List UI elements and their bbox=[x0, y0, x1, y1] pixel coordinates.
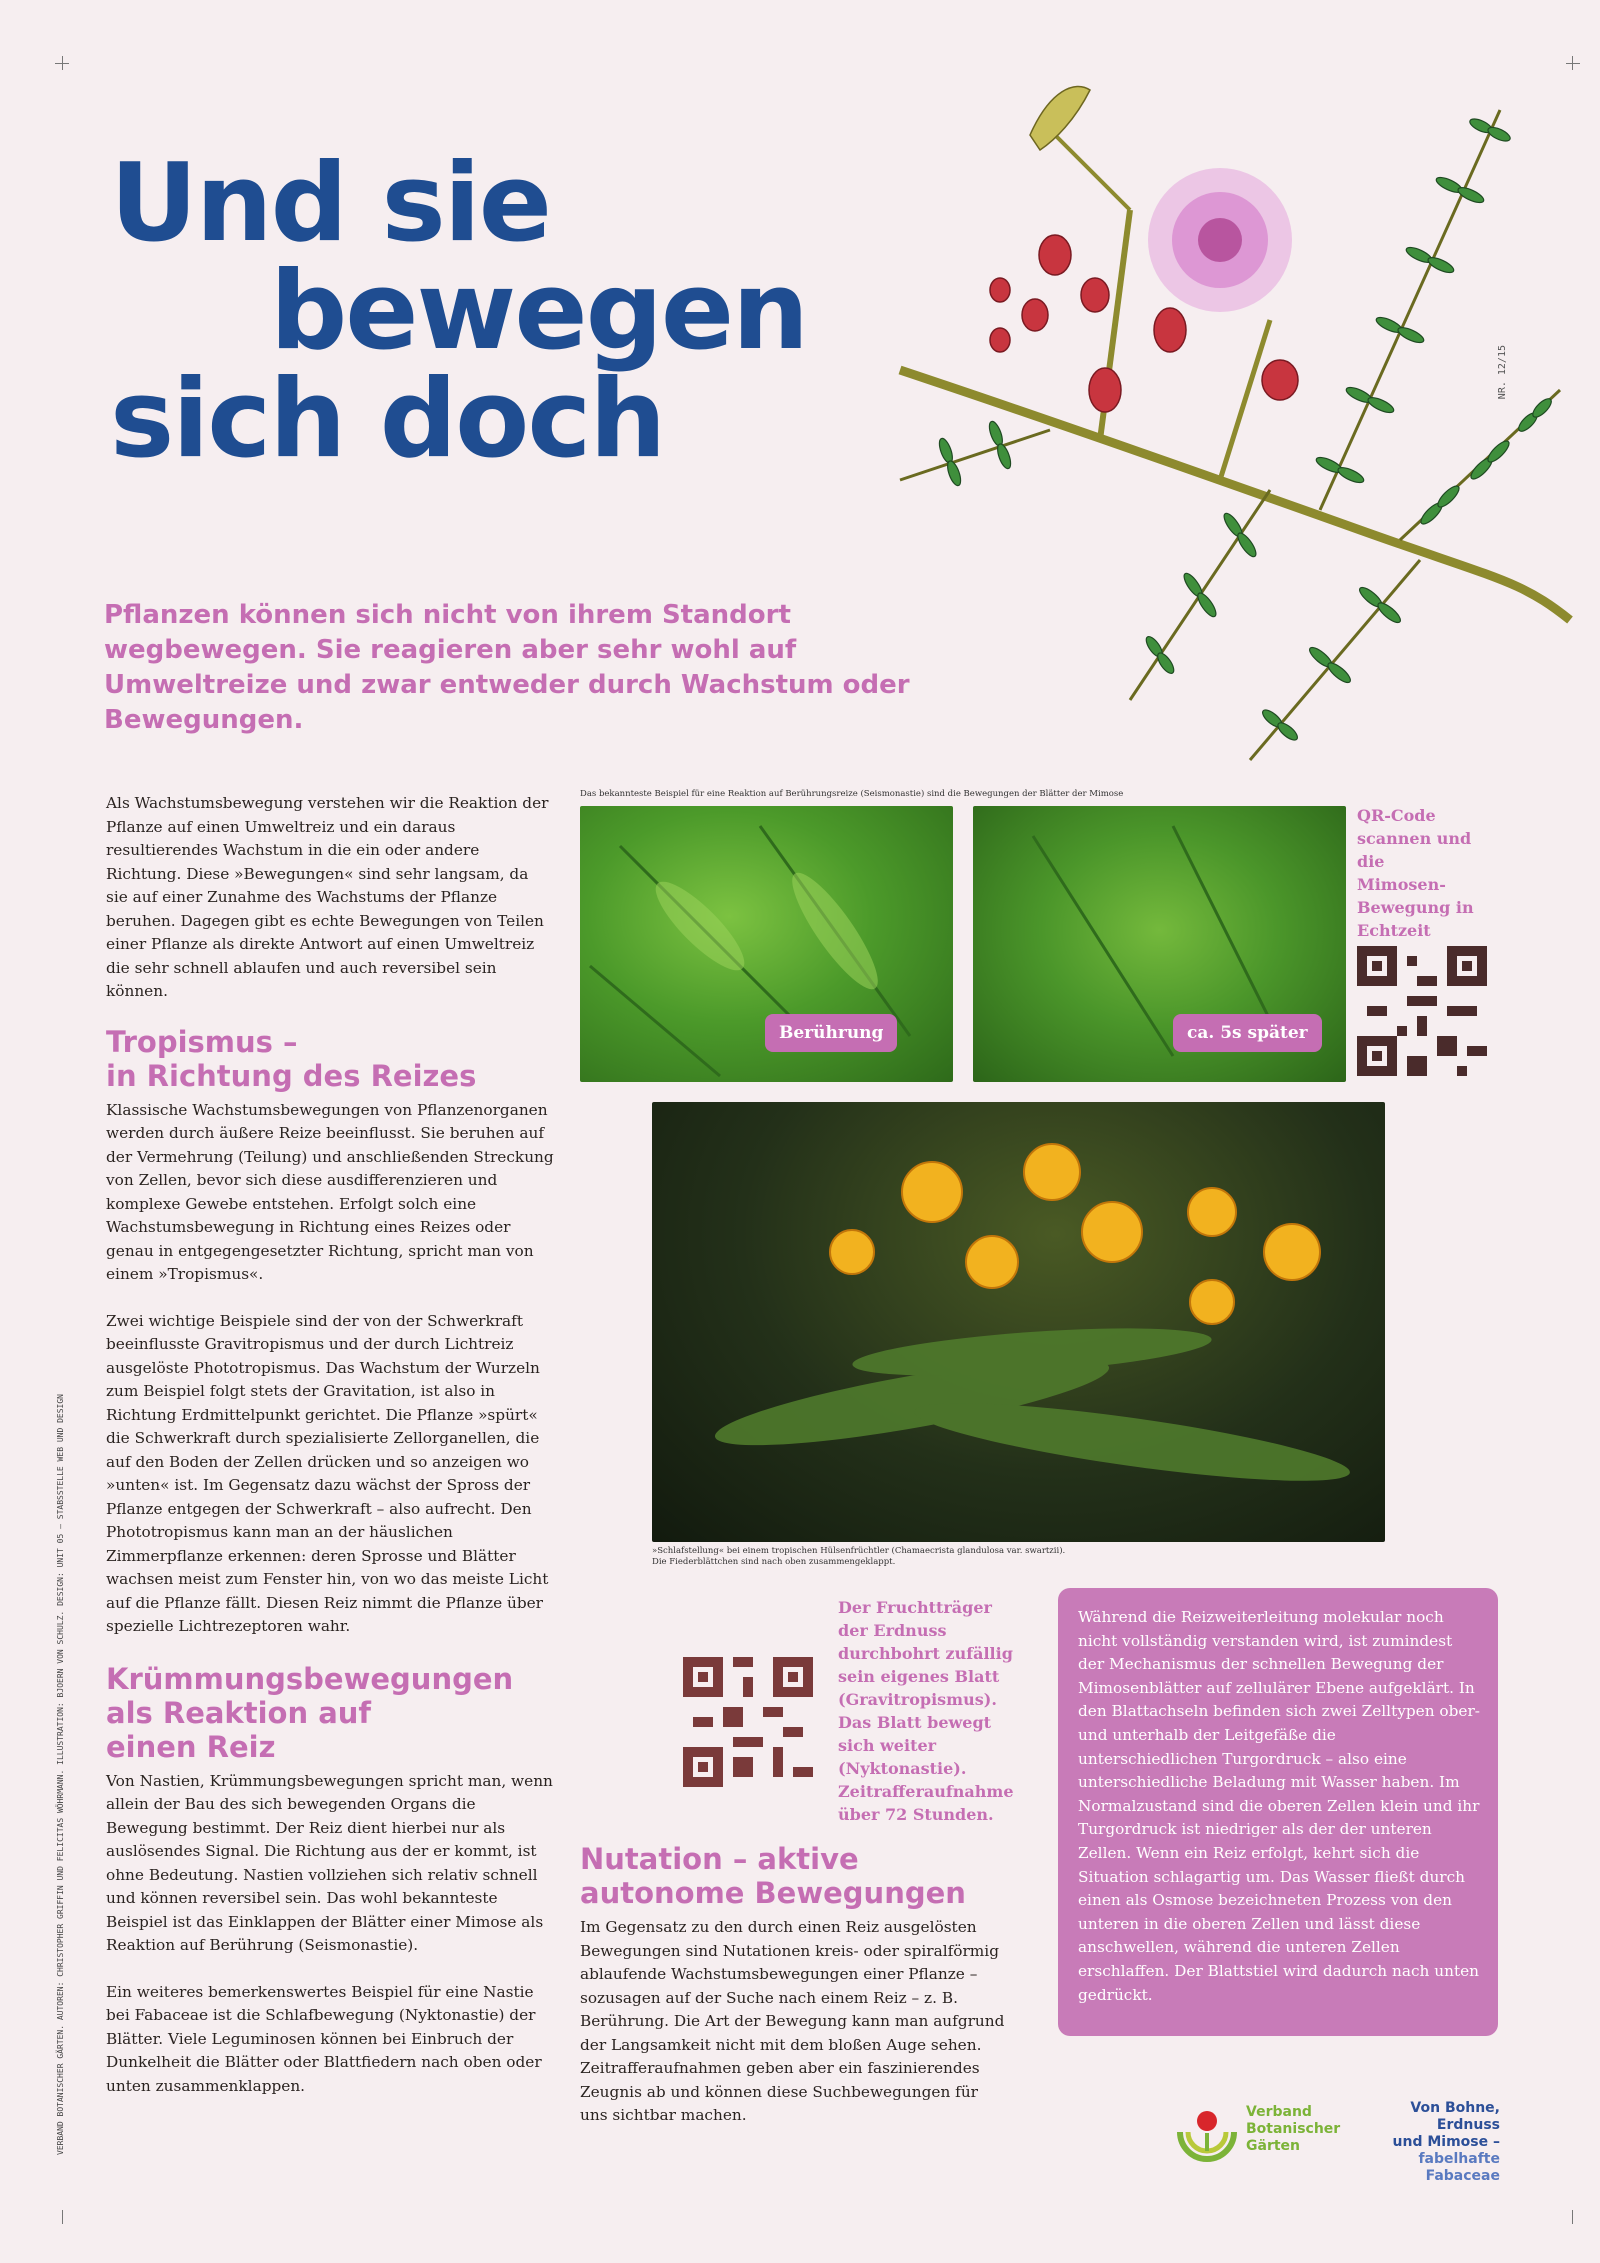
kruemmung-paragraph-2: Ein weiteres bemerkenswertes Beispiel für eine Nastie bei Fabaceae ist die Schlafbewegung (Nyktonastie) der Blätter. Viele Leguminosen können bei Einbruch der Dunkelheit die Blätter oder Blattfiedern nach oben oder unten zusammenklappen. bbox=[106, 1982, 542, 2095]
qr-note-peanut: Der Fruchtträger der Erdnuss durchbohrt zufällig sein eigenes Blatt (Gravitropismus). Das Blatt bewegt sich weiter (Nyktonastie). Zeitrafferaufnahme über 72 Stunden. bbox=[838, 1598, 1014, 1824]
page-title: Und sie bewegen sich doch bbox=[110, 141, 808, 482]
credits: VERBAND BOTANISCHER GÄRTEN. AUTOREN: CHRISTOPHER GRIFFIN UND FELICITAS WÖHRMANN. ILLUSTRATION: BJOERN VON SCHULZ. DESIGN: UNIT 05 – STABSSTELLE WEB UND DESIGN bbox=[56, 1394, 65, 2155]
qr-code-peanut[interactable] bbox=[683, 1657, 813, 1787]
chamaecrista-photo bbox=[652, 1102, 1385, 1542]
vbg-logo-text: Verband Botanischer Gärten bbox=[1246, 2104, 1341, 2154]
mimosa-photo-touch bbox=[580, 806, 953, 1082]
left-column bbox=[106, 792, 554, 2121]
heading-kruemmung: Krümmungsbewegungen als Reaktion auf einen Reiz bbox=[106, 1661, 514, 1764]
qr-code-mimosa[interactable] bbox=[1357, 946, 1487, 1076]
intro-paragraph: Als Wachstumsbewegung verstehen wir die Reaktion der Pflanze auf einen Umweltreiz und ein daraus resultierendes Wachstum in die ein oder andere Richtung. Diese »Bewegungen« sind sehr langsam, da sie auf einer Zunahme des Wachstums der Pflanze beruhen. Dagegen gibt es echte Bewegungen von Teilen einer Pflanze als direkte Antwort auf einen Umweltreiz die sehr schnell ablaufen und auch reversibel sein können. bbox=[106, 794, 549, 1000]
chamaecrista-caption: »Schlafstellung« bei einem tropischen Hülsenfrüchtler (Chamaecrista glandulosa var. swartzii). Die Fiederblättchen sind nach oben zusammengeklappt. bbox=[652, 1546, 1066, 1567]
heading-nutation: Nutation – aktive autonome Bewegungen bbox=[580, 1842, 966, 1910]
kruemmung-paragraph-1: Von Nastien, Krümmungsbewegungen spricht man, wenn allein der Bau des sich bewegenden Organs die Bewegung bestimmt. Der Reiz dient hierbei nur als auslösendes Signal. Die Richtung aus der er kommt, ist ohne Bedeutung. Nastien vollziehen sich relativ schnell und können reversibel sein. Das wohl bekannteste Beispiel ist das Einklappen der Blätter einer Mimose als Reaktion auf Berührung (Seismonastie). bbox=[106, 1771, 553, 1954]
nutation-paragraph: Im Gegensatz zu den durch einen Reiz ausgelösten Bewegungen sind Nutationen kreis- oder spiralförmig ablaufende Wachstumsbewegungen einer Pflanze – sozusagen auf der Suche nach einem Reiz – z. B. Berührung. Die Art der Bewegung kann man aufgrund der Langsamkeit nicht mit dem bloßen Auge sehen. Zeitrafferaufnahmen geben aber ein faszinierendes Zeugnis ab und können diese Suchbewegungen für uns sichtbar machen. bbox=[580, 1918, 1005, 2124]
vbg-logo-icon bbox=[1172, 2097, 1242, 2167]
issue-number: NR. 12/15 bbox=[1497, 345, 1508, 400]
tag-later: ca. 5s später bbox=[1173, 1014, 1322, 1052]
tropismus-paragraph-2: Zwei wichtige Beispiele sind der von der Schwerkraft beeinflusste Gravitropismus und der durch Lichtreiz ausgelöste Phototropismus. Das Wachstum der Wurzeln zum Beispiel folgt stets der Gravitation, ist also in Richtung Erdmittelpunkt gerichtet. Die Pflanze »spürt« die Schwerkraft durch spezialisierte Zellorganellen, die auf den Boden der Zellen drücken und so anzeigen wo »unten« ist. Im Gegensatz dazu wächst der Spross der Pflanze entgegen der Schwerkraft – also aufrecht. Den Phototropismus kann man an der häuslichen Zimmerpflanze erkennen: deren Sprosse und Blätter wachsen meist zum Fenster hin, von wo das meiste Licht auf die Pflanze fällt. Diesen Reiz nimmt die Pflanze über spezielle Lichtrezeptoren wahr. bbox=[106, 1311, 549, 1635]
lead-paragraph: Pflanzen können sich nicht von ihrem Standort wegbewegen. Sie reagieren aber sehr wohl auf Umweltreize und zwar entweder durch Wachstum oder Bewegungen. bbox=[104, 600, 910, 735]
mimosa-caption: Das bekannteste Beispiel für eine Reaktion auf Berührungsreize (Seismonastie) sind die Bewegungen der Blätter der Mimose bbox=[580, 789, 1124, 799]
qr-note-mimosa: QR-Code scannen und die Mimosen-Bewegung in Echtzeit bbox=[1357, 806, 1474, 940]
tag-touch: Berührung bbox=[765, 1014, 897, 1052]
info-box-text: Während die Reizweiterleitung molekular noch nicht vollständig verstanden wird, ist zumindest der Mechanismus der schnellen Bewegung der Mimosenblätter auf zellulärer Ebene aufgeklärt. In den Blattachseln befinden sich zwei Zelltypen ober- und unterhalb der Leitgefäße die unterschiedlichen Turgordruck – also eine unterschiedliche Beladung mit Wasser haben. Im Normalzustand sind die oberen Zellen klein und ihr Turgordruck ist niedriger als der der unteren Zellen. Wenn ein Reiz erfolgt, kehrt sich die Situation schlagartig um. Das Wasser fließt durch einen als Osmose bezeichneten Prozess von den unteren in die oberen Zellen und lässt diese anschwellen, während die unteren Zellen erschlaffen. Der Blattstiel wird dadurch nach unten gedrückt. bbox=[1078, 1608, 1480, 2004]
nutation-column bbox=[580, 1842, 1010, 2151]
series-logo: Von Bohne, Erdnuss und Mimose – fabelhafte Fabaceae bbox=[1392, 2100, 1500, 2184]
mimosa-photo-later bbox=[973, 806, 1346, 1082]
heading-tropismus: Tropismus – in Richtung des Reizes bbox=[106, 1024, 477, 1093]
tropismus-paragraph-1: Klassische Wachstumsbewegungen von Pflanzenorganen werden durch äußere Reize beeinflusst. Sie beruhen auf der Vermehrung (Teilung) und anschließenden Streckung von Zellen, bevor sich diese ausdifferenzieren und komplexe Gewebe entstehen. Erfolgt solch eine Wachstumsbewegung in Richtung eines Reizes oder genau in entgegengesetzter Richtung, spricht man von einem »Tropismus«. bbox=[106, 1100, 554, 1283]
info-box-mechanism bbox=[1058, 1588, 1498, 2036]
